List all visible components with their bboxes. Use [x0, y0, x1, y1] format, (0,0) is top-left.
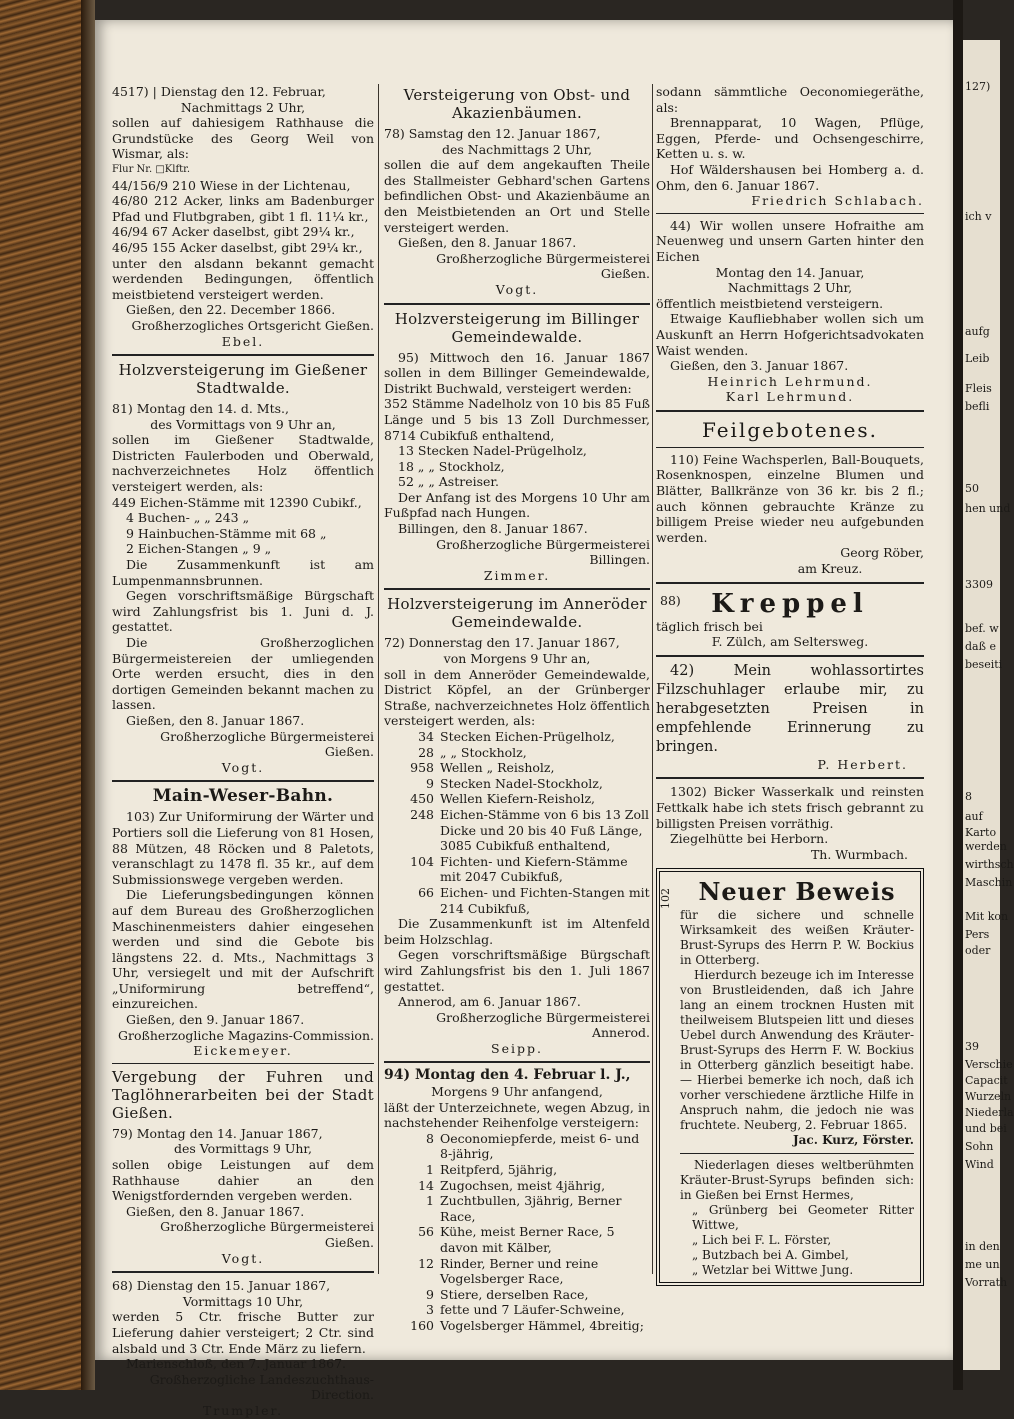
notice-line: Nachmittags 2 Uhr,	[180, 99, 306, 115]
table-row: 46/95 155 Acker daselbst, gibt 29¼ kr.,	[112, 239, 363, 255]
notice-body: sollen obige Leistungen auf dem Rathhause dahier an den Wenigstfordernden vergeben werden.	[112, 1157, 374, 1204]
ad-signature: Jac. Kurz, Förster.	[792, 1133, 914, 1148]
edge-text: Leib	[965, 352, 990, 365]
table-row: 46/94 67 Acker daselbst, gibt 29¼ kr.,	[112, 224, 355, 240]
item-description: Fichten- und Kiefern-Stämme mit 2047 Cubikfuß,	[440, 853, 628, 885]
notice-body: 103) Zur Uniformirung der Wärter und Portiers soll die Lieferung von 81 Hosen, 88 Mützen, 48 Röcken und 8 Paletots, veranschlagt zu 1478 fl. 35 kr., auf dem Submissionswege vergeben werden.	[112, 809, 374, 887]
notice-body: Etwaige Kaufliebhaber wollen sich um Auskunft an Herrn Hofgerichtsadvokaten Waist wenden.	[656, 311, 924, 358]
list-item	[384, 1318, 650, 1334]
notice-heading: Holzversteigerung im Billinger Gemeindewalde.	[394, 309, 640, 346]
notice-signature: Großherzogliche Landeszuchthaus-Direction.	[149, 1371, 374, 1403]
item-quantity: 34	[418, 729, 434, 744]
edge-text: befli	[965, 400, 990, 413]
divider	[112, 1271, 374, 1273]
item-quantity: 248	[410, 806, 434, 822]
list-item	[384, 1162, 650, 1178]
list-item: 18 „ „ Stockholz,	[398, 458, 505, 474]
notice-date: Hof Wäldershausen bei Homberg a. d. Ohm, den 6. Januar 1867.	[656, 161, 924, 193]
notice-body: Der Anfang ist des Morgens 10 Uhr am Fußpfad nach Hungen.	[384, 489, 650, 521]
notice-line: von Morgens 9 Uhr an,	[443, 651, 591, 667]
notice-signature: Großherzogliche Magazins-Commission.	[118, 1027, 374, 1043]
notice-date: Gießen, den 8. Januar 1867.	[126, 712, 305, 728]
item-quantity: 28	[418, 744, 434, 760]
divider	[656, 410, 924, 412]
notice-1302	[656, 784, 924, 862]
edge-text: oder	[965, 944, 991, 957]
notice-line: F. Zülch, am Seltersweg.	[711, 634, 869, 650]
list-item	[384, 760, 650, 776]
edge-text: Sohn	[965, 1140, 994, 1153]
list-item	[384, 1224, 650, 1255]
list-item: 4 Buchen- „ „ 243 „	[126, 510, 250, 526]
item-description: Reitpferd, 5jährig,	[440, 1162, 558, 1178]
edge-text: Fleis	[965, 382, 992, 395]
notice-103	[112, 787, 374, 1059]
divider	[656, 777, 924, 779]
notice-body: 1302) Bicker Wasserkalk und reinsten Fettkalk habe ich stets frisch gebrannt zu billigsten Preisen vorräthig.	[656, 784, 924, 831]
notice-body: Die Großherzoglichen Bürgermeistereien der umliegenden Orte werden ersucht, dies in den dortigen Gemeinden bekannt machen zu lassen.	[112, 635, 374, 713]
item-quantity: 66	[418, 884, 434, 900]
list-item: 13 Stecken Nadel-Prügelholz,	[398, 443, 587, 459]
item-quantity: 9	[426, 1286, 434, 1302]
column-1	[112, 84, 374, 1419]
edge-text: 3309	[965, 578, 993, 591]
notice-signature: Großherzogliche Bürgermeisterei Gießen.	[160, 728, 374, 760]
notice-signature: Eickemeyer.	[193, 1043, 293, 1059]
divider	[384, 303, 650, 305]
notice-number: 88)	[660, 592, 681, 608]
edge-text: bef. w	[965, 622, 999, 635]
ad-depot: „ Butzbach bei A. Gimbel,	[692, 1247, 849, 1262]
notice-date: Billingen, den 8. Januar 1867.	[398, 521, 588, 537]
notice-date: Marienschloß, den 7. Januar 1867.	[126, 1356, 347, 1372]
notice-body: Gegen vorschriftsmäßige Bürgschaft wird Zahlungsfrist bis 1. Juni d. J. gestattet.	[112, 588, 374, 635]
notice-signature: am Kreuz.	[797, 561, 863, 577]
advertisement-102	[656, 868, 924, 1286]
edge-text: aufg	[965, 325, 990, 338]
notice-signature: Friedrich Schlabach.	[751, 193, 924, 209]
notice-body: sollen im Gießener Stadtwalde, Districten Faulerboden und Oberwald, nachverzeichnetes Holz öffentlich versteigert werden, als:	[112, 432, 374, 495]
notice-signature: Heinrich Lehrmund.	[707, 373, 873, 389]
list-item: 352 Stämme Nadelholz von 10 bis 85 Fuß Länge und 5 bis 13 Zoll Durchmesser, 8714 Cubikfuß enthaltend,	[384, 396, 650, 443]
notice-81	[112, 361, 374, 775]
notice-78	[384, 86, 650, 298]
divider	[112, 354, 374, 356]
edge-text: 39	[965, 1040, 979, 1053]
table-row: 46/80 212 Acker, links am Badenburger Pfad und Flutbgraben, gibt 1 fl. 11¼ kr.,	[112, 193, 374, 224]
edge-text: Verschie	[965, 1058, 1013, 1071]
notice-line: 81) Montag den 14. d. Mts.,	[112, 401, 289, 417]
item-description: Zugochsen, meist 4jährig,	[440, 1177, 606, 1193]
notice-line: 78) Samstag den 12. Januar 1867,	[384, 126, 601, 141]
edge-text: ich v	[965, 210, 992, 223]
column-rule	[652, 84, 653, 1274]
notice-heading: Holzversteigerung im Anneröder Gemeindewalde.	[387, 595, 647, 632]
divider	[112, 1063, 374, 1064]
notice-date: Gießen, den 8. Januar 1867.	[398, 235, 577, 251]
notice-94	[384, 1068, 650, 1333]
item-description: Stiere, derselben Race,	[440, 1286, 589, 1302]
notice-body: 95) Mittwoch den 16. Januar 1867 sollen in dem Billinger Gemeindewalde, Distrikt Buchwald, versteigert werden:	[384, 349, 650, 396]
notice-signature: Ebel.	[221, 333, 265, 349]
divider	[384, 588, 650, 590]
notice-110	[656, 417, 924, 577]
notice-signature: Großherzogliche Bürgermeisterei Billingen.	[436, 536, 650, 568]
adjacent-page-edge	[963, 40, 1014, 1370]
notice-line: des Nachmittags 2 Uhr,	[441, 141, 593, 157]
item-description: Stecken Eichen-Prügelholz,	[440, 729, 615, 744]
item-quantity: 450	[410, 791, 434, 807]
notice-line: Montag den 14. Januar,	[715, 264, 865, 280]
notice-body: Die Zusammenkunft ist am Lumpenmannsbrunnen.	[112, 557, 374, 588]
ad-body: Niederlagen dieses weltberühmten Kräuter-Brust-Syrups befinden sich: in Gießen bei Ernst Hermes,	[680, 1157, 914, 1202]
ad-title: Neuer Beweis	[698, 877, 896, 907]
notice-body: sollen auf dahiesigem Rathhause die Grundstücke des Georg Weil von Wismar, als:	[112, 115, 374, 162]
notice-body: sodann sämmtliche Oeconomiegeräthe, als:	[656, 84, 924, 115]
list-item	[384, 745, 650, 761]
notice-body: 44) Wir wollen unsere Hofraithe am Neuenweg und unsern Garten hinter den Eichen	[656, 217, 924, 264]
table-row: 44/156/9 210 Wiese in der Lichtenau,	[112, 177, 351, 193]
list-item	[384, 1178, 650, 1194]
divider	[112, 780, 374, 782]
item-description: Kühe, meist Berner Race, 5 davon mit Kälber,	[440, 1224, 615, 1255]
notice-date: Annerod, am 6. Januar 1867.	[398, 994, 581, 1010]
item-description: Eichen- und Fichten-Stangen mit 214 Cubikfuß,	[440, 884, 650, 916]
table-header: Flur Nr. □Klftr.	[112, 163, 191, 175]
notice-95	[384, 310, 650, 584]
notice-body: 42) Mein wohlassortirtes Filzschuhlager erlaube mir, zu herabgesetzten Preisen in empfehlende Erinnerung zu bringen.	[656, 662, 924, 755]
edge-text: auf	[965, 810, 983, 823]
divider	[656, 655, 924, 657]
notice-date: Gießen, den 8. Januar 1867.	[126, 1203, 305, 1219]
list-item: 449 Eichen-Stämme mit 12390 Cubikf.,	[112, 494, 362, 510]
divider	[656, 447, 924, 448]
edge-text: 8	[965, 790, 972, 803]
item-quantity: 14	[418, 1177, 434, 1193]
ad-depot: „ Grünberg bei Geometer Ritter Wittwe,	[692, 1202, 914, 1232]
edge-text: Niederla	[965, 1106, 1014, 1119]
item-description: Zuchtbullen, 3jährig, Berner Race,	[440, 1193, 622, 1224]
notice-88	[656, 589, 924, 650]
notice-94-continued	[656, 84, 924, 209]
list-item	[384, 791, 650, 807]
ad-depot: „ Lich bei F. L. Förster,	[692, 1232, 832, 1247]
notice-body: unter den alsdann bekannt gemacht werdenden Bedingungen, öffentlich meistbietend versteigert werden.	[112, 255, 374, 302]
item-quantity: 56	[418, 1224, 434, 1240]
item-description: Wellen Kiefern-Reisholz,	[440, 791, 596, 807]
item-quantity: 12	[418, 1255, 434, 1271]
item-description: Stecken Nadel-Stockholz,	[440, 775, 603, 791]
item-quantity: 958	[410, 760, 434, 776]
edge-text: wirthsch	[965, 858, 1014, 871]
notice-heading: Holzversteigerung im Gießener Stadtwalde.	[118, 361, 368, 398]
item-quantity: 160	[410, 1317, 434, 1333]
notice-79	[112, 1068, 374, 1266]
notice-number: 102	[659, 888, 672, 910]
edge-text: Wind	[965, 1158, 994, 1171]
notice-signature: Seipp.	[491, 1040, 543, 1056]
notice-signature: Großherzogliches Ortsgericht Gießen.	[131, 317, 374, 333]
item-quantity: 9	[426, 775, 434, 791]
item-description: „ „ Stockholz,	[440, 744, 527, 760]
notice-body: sollen die auf dem angekauften Theile des Stallmeister Gebhard'schen Gartens befindlichen Obst- und Akazienbäume an den Meistbietenden an Ort und Stelle versteigert werden.	[384, 157, 650, 235]
ad-body: Hierdurch bezeuge ich im Interesse von Brustleidenden, daß ich Jahre lang an einem trocknen Husten mit theilweisem Blutspeien litt und dieses Uebel durch Anwendung des Kräuter-Brust-Syrups des Herrn F. W. Bockius in Otterberg gänzlich beseitigt habe. — Hierbei bemerke ich noch, daß ich vorher verschiedene ärztliche Hilfe in Anspruch nahm, die jedoch nie was fruchtete. Neuberg, 2. Februar 1865.	[680, 968, 914, 1133]
ad-body: für die sichere und schnelle Wirksamkeit des weißen Kräuter-Brust-Syrups des Herrn P. W. Bockius in Otterberg.	[680, 908, 914, 968]
edge-text: daß e	[965, 640, 996, 653]
edge-text: me un	[965, 1258, 1000, 1271]
edge-text: in den	[965, 1240, 1000, 1253]
notice-line: 79) Montag den 14. Januar 1867,	[112, 1125, 323, 1141]
list-item	[384, 885, 650, 916]
edge-text: 127)	[965, 80, 991, 93]
list-item	[384, 1302, 650, 1318]
edge-text: Mit kon	[965, 910, 1009, 923]
notice-heading: Versteigerung von Obst- und Akazienbäumen.	[403, 86, 631, 122]
notice-signature: Vogt.	[495, 281, 539, 297]
notice-line: des Vormittags von 9 Uhr an,	[150, 416, 336, 432]
notice-body: läßt der Unterzeichnete, wegen Abzug, in nachstehender Reihenfolge versteigern:	[384, 1099, 650, 1131]
notice-line: 94) Montag den 4. Februar l. J.,	[384, 1067, 631, 1084]
list-item	[384, 1131, 650, 1162]
column-2	[384, 84, 650, 1334]
wood-list	[384, 729, 650, 916]
item-quantity: 1	[426, 1162, 434, 1178]
edge-text: Pers	[965, 928, 990, 941]
list-item	[384, 1193, 650, 1224]
notice-line: 4517) | Dienstag den 12. Februar,	[112, 84, 326, 99]
notice-signature: Th. Wurmbach.	[810, 846, 908, 862]
list-item	[384, 854, 650, 885]
divider	[656, 582, 924, 584]
notice-72	[384, 595, 650, 1056]
notice-line: Morgens 9 Uhr anfangend,	[431, 1084, 603, 1100]
notice-signature: Großherzogliche Bürgermeisterei Gießen.	[160, 1219, 374, 1250]
edge-text: 50	[965, 482, 979, 495]
ad-headline: Kreppel	[711, 588, 869, 619]
item-description: Oeconomiepferde, meist 6- und 8-jährig,	[440, 1130, 640, 1162]
divider	[680, 1153, 914, 1154]
edge-text: Maschin	[965, 876, 1013, 889]
item-quantity: 8	[426, 1130, 434, 1146]
notice-body: Gegen vorschriftsmäßige Bürgschaft wird Zahlungsfrist bis den 1. Juli 1867 gestattet.	[384, 947, 650, 994]
notice-signature: Vogt.	[221, 759, 265, 775]
notice-signature: Großherzogliche Bürgermeisterei Annerod.	[436, 1009, 650, 1041]
item-description: Wellen „ Reisholz,	[440, 760, 555, 776]
notice-line: Vormittags 10 Uhr,	[182, 1293, 304, 1309]
list-item	[384, 776, 650, 792]
page-gutter	[953, 0, 963, 1390]
notice-line: des Vormittags 9 Uhr,	[174, 1141, 312, 1157]
notice-signature: Trumpler.	[202, 1402, 284, 1418]
list-item: 2 Eichen-Stangen „ 9 „	[126, 541, 272, 557]
notice-date: Gießen, den 9. Januar 1867.	[126, 1012, 305, 1028]
list-item	[384, 807, 650, 854]
edge-text: Wurzeln	[965, 1090, 1012, 1103]
notice-body: soll in dem Anneröder Gemeindewalde, District Köpfel, an der Grünberger Straße, nachverzeichnetes Holz öffentlich versteigert werden, als:	[384, 666, 650, 729]
notice-68	[112, 1278, 374, 1418]
notice-body: Die Zusammenkunft ist im Altenfeld beim Holzschlag.	[384, 916, 650, 947]
livestock-list	[384, 1131, 650, 1334]
notice-body: Die Lieferungsbedingungen können auf dem Bureau des Großherzoglichen Maschinenmeisters dahier eingesehen werden und sind die Gebote bis längstens 22. d. Mts., Nachmittags 3 Uhr, versiegelt und mit der Aufschrift „Uniformirung betreffend“, einzureichen.	[112, 887, 374, 1012]
edge-text: werden	[965, 840, 1007, 853]
list-item	[384, 729, 650, 745]
item-description: Vogelsberger Hämmel, 4breitig;	[440, 1317, 644, 1333]
list-item	[384, 1256, 650, 1287]
book-binding	[0, 0, 95, 1390]
notice-signature: Großherzogliche Bürgermeisterei Gießen.	[436, 250, 650, 282]
notice-body: werden 5 Ctr. frische Butter zur Lieferung dahier versteigert; 2 Ctr. sind alsbald und 3 Ctr. Ende März zu liefern.	[112, 1309, 374, 1356]
divider	[656, 213, 924, 214]
list-item: 52 „ „ Astreiser.	[398, 474, 500, 490]
notice-heading: Vergebung der Fuhren und Taglöhnerarbeiten bei der Stadt Gießen.	[112, 1067, 374, 1122]
edge-text: Capacit	[965, 1074, 1008, 1087]
section-heading: Feilgebotenes.	[701, 417, 879, 442]
divider	[384, 1061, 650, 1063]
notice-44	[656, 218, 924, 405]
column-3	[656, 84, 924, 1286]
item-description: Rinder, Berner und reine Vogelsberger Race,	[440, 1255, 599, 1287]
item-description: fette und 7 Läufer-Schweine,	[440, 1302, 625, 1318]
notice-line: 72) Donnerstag den 17. Januar 1867,	[384, 635, 620, 651]
notice-signature: Karl Lehrmund.	[725, 389, 855, 405]
notice-42	[656, 662, 924, 773]
notice-signature: Vogt.	[221, 1250, 265, 1266]
notice-body: öffentlich meistbietend versteigern.	[656, 295, 884, 311]
notice-date: Gießen, den 3. Januar 1867.	[670, 358, 849, 374]
item-quantity: 3	[426, 1302, 434, 1318]
ad-depot: „ Wetzlar bei Wittwe Jung.	[692, 1262, 854, 1277]
edge-text: hen und	[965, 502, 1011, 515]
notice-line: täglich frisch bei	[656, 618, 763, 634]
list-item: 9 Hainbuchen-Stämme mit 68 „	[126, 525, 327, 541]
notice-signature: P. Herbert.	[817, 756, 908, 772]
edge-text: und bei	[965, 1122, 1007, 1135]
notice-body: Brennapparat, 10 Wagen, Pflüge, Eggen, Pferde- und Ochsengeschirre, Ketten u. s. w.	[656, 115, 924, 162]
notice-4517	[112, 84, 374, 349]
item-quantity: 1	[426, 1193, 434, 1209]
notice-signature: Zimmer.	[483, 567, 551, 583]
notice-line: 68) Dienstag den 15. Januar 1867,	[112, 1278, 331, 1294]
list-item	[384, 1287, 650, 1303]
notice-body: 110) Feine Wachsperlen, Ball-Bouquets, Rosenknospen, einzelne Blumen und Blätter, Ballkränze von 36 kr. bis 2 fl.; auch können gebrauchte Kränze zu billigem Preise wieder neu aufgebunden werden.	[656, 451, 924, 545]
edge-text: Karto	[965, 826, 997, 839]
item-quantity: 104	[410, 853, 434, 869]
notice-heading: Main-Weser-Bahn.	[152, 786, 334, 807]
notice-line: Nachmittags 2 Uhr,	[727, 280, 853, 296]
edge-text: beseiti	[965, 658, 1003, 671]
notice-signature: Georg Röber,	[840, 545, 924, 561]
column-rule	[378, 84, 379, 1274]
notice-date: Gießen, den 22. December 1866.	[126, 302, 336, 318]
item-description: Eichen-Stämme von 6 bis 13 Zoll Dicke und 20 bis 40 Fuß Länge, 3085 Cubikfuß enthaltend,	[440, 806, 649, 854]
edge-text: Vorrath	[965, 1276, 1008, 1289]
notice-line: Ziegelhütte bei Herborn.	[670, 831, 829, 847]
